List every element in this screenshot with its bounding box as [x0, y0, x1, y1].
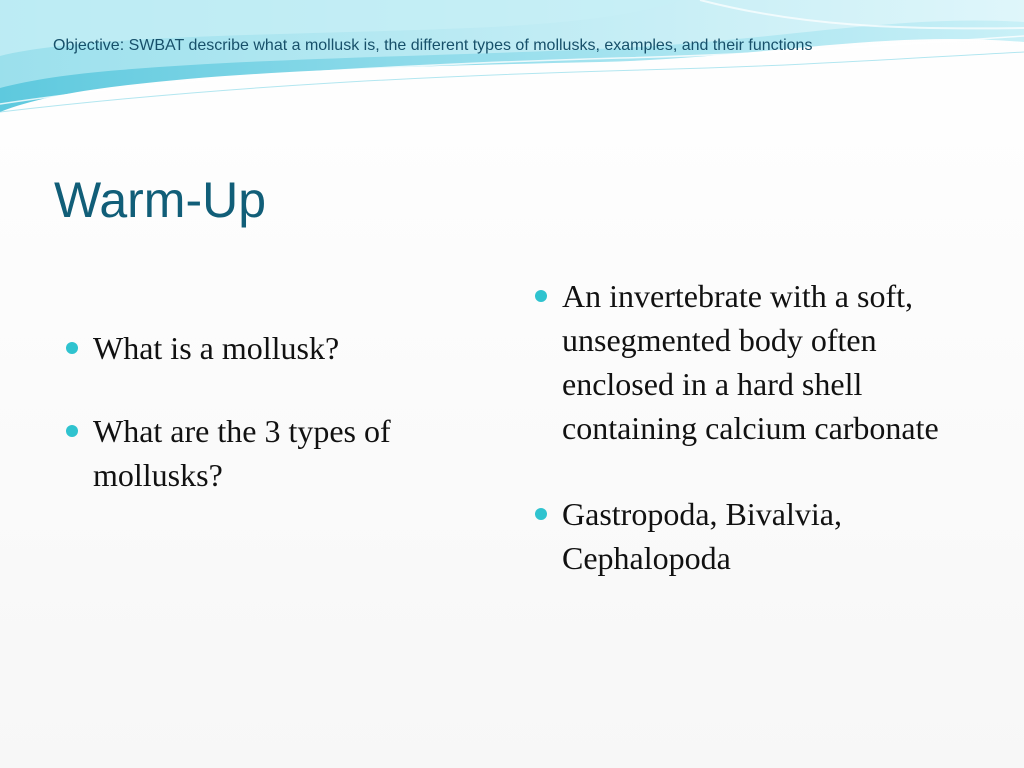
list-item-text: What are the 3 types of mollusks? — [93, 413, 391, 493]
bullet-dot-icon — [535, 508, 547, 520]
list-item-text: An invertebrate with a soft, unsegmented body often enclosed in a hard shell containing calcium carbonate — [562, 278, 939, 446]
bullet-dot-icon — [66, 342, 78, 354]
list-item-text: Gastropoda, Bivalvia, Cephalopoda — [562, 496, 842, 576]
list-item-text: What is a mollusk? — [93, 330, 340, 366]
list-item — [66, 409, 466, 497]
list-item — [66, 326, 466, 370]
list-item — [535, 492, 975, 580]
list-item — [535, 274, 975, 450]
header-wave-decoration — [0, 0, 1024, 130]
left-bullet-list — [66, 326, 466, 536]
objective-text: Objective: SWBAT describe what a mollusk is, the different types of mollusks, examples, and their functions — [53, 37, 813, 54]
bullet-dot-icon — [535, 290, 547, 302]
bullet-dot-icon — [66, 425, 78, 437]
right-bullet-list — [535, 274, 975, 622]
slide-title: Warm-Up — [54, 172, 267, 228]
